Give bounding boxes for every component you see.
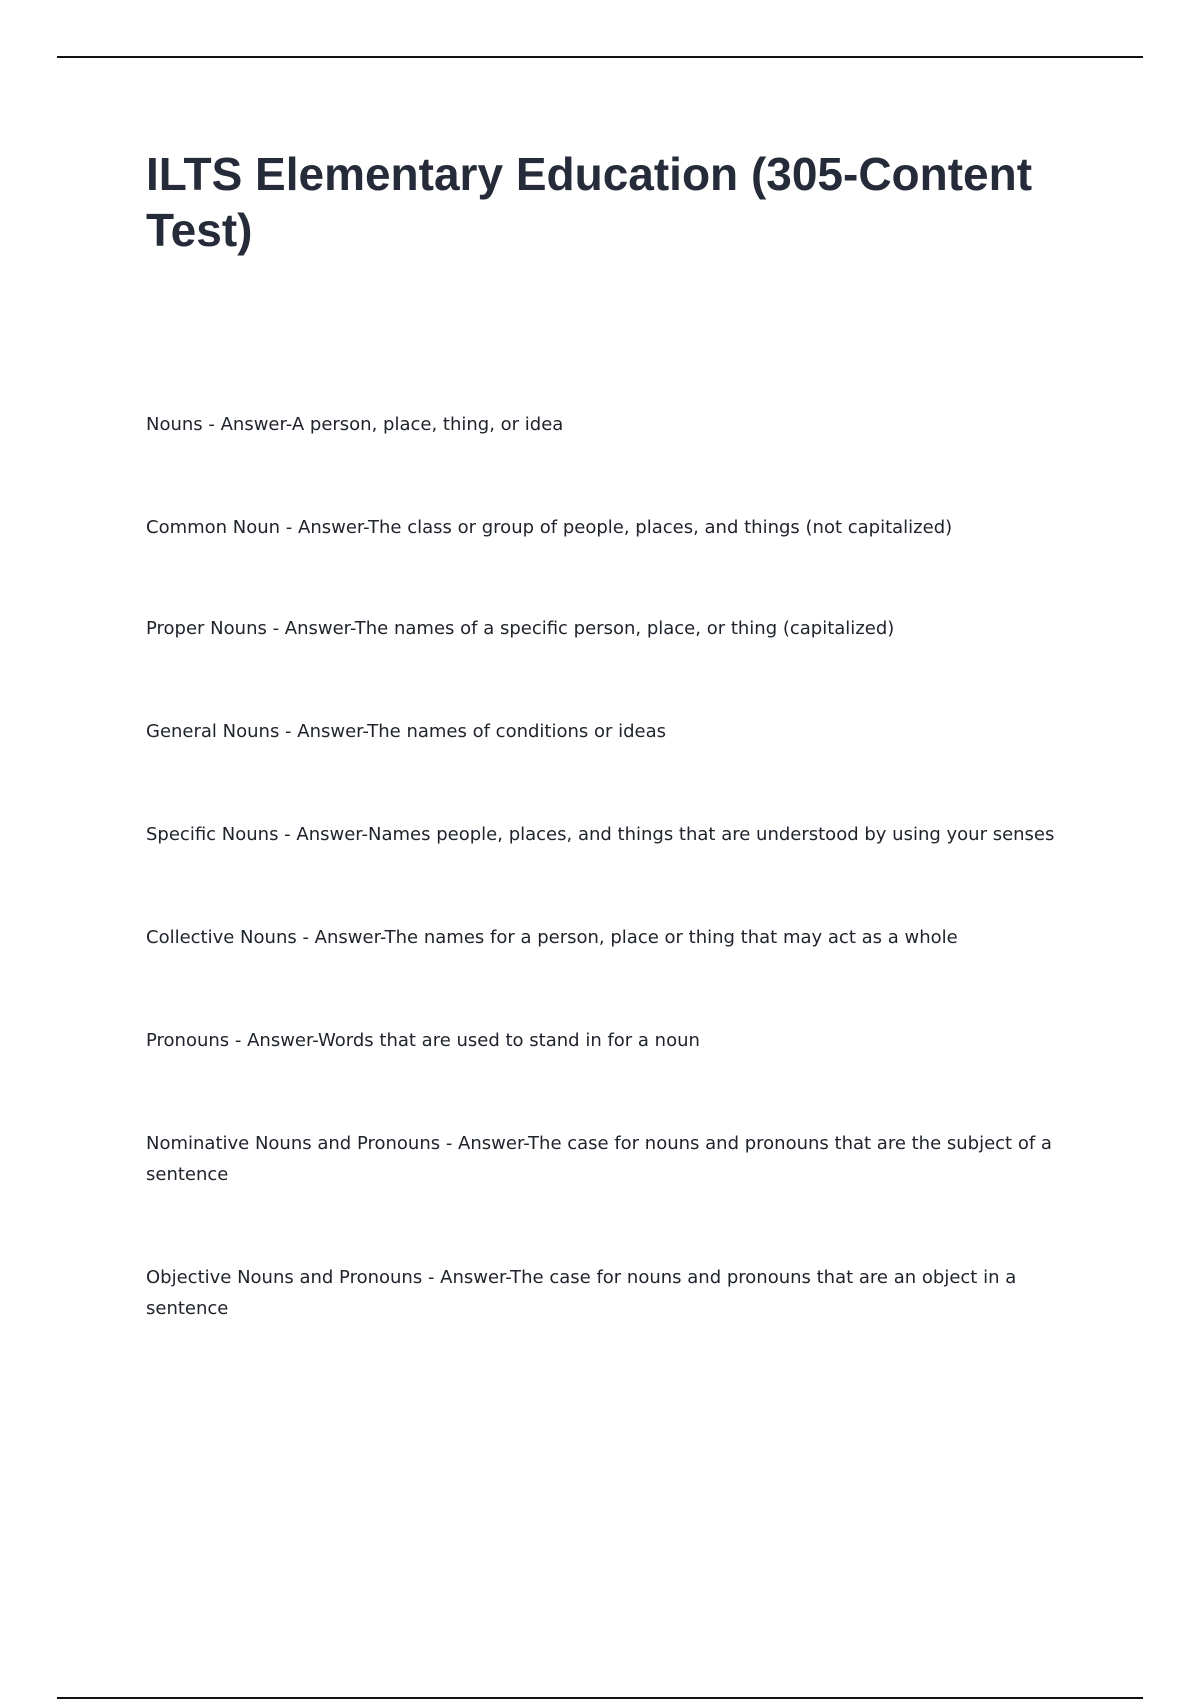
- qa-entry: Common Noun - Answer-The class or group of people, places, and things (not capitalized): [146, 517, 953, 538]
- document-title: ILTS Elementary Education (305-Content Test): [146, 148, 1033, 256]
- header-rule: [57, 56, 1143, 58]
- footer-rule: [57, 1697, 1143, 1699]
- qa-entry: Proper Nouns - Answer-The names of a specific person, place, or thing (capitalized): [146, 618, 895, 639]
- qa-entry: Specific Nouns - Answer-Names people, places, and things that are understood by using your senses: [146, 824, 1055, 845]
- qa-entry: Nominative Nouns and Pronouns - Answer-The case for nouns and pronouns that are the subject of a sentence: [146, 1133, 1052, 1185]
- qa-entry: General Nouns - Answer-The names of conditions or ideas: [146, 721, 667, 742]
- qa-entry: Pronouns - Answer-Words that are used to stand in for a noun: [146, 1030, 700, 1051]
- qa-entry: Collective Nouns - Answer-The names for a person, place or thing that may act as a whole: [146, 927, 958, 948]
- qa-entry: Nouns - Answer-A person, place, thing, or idea: [146, 414, 564, 435]
- qa-entry: Objective Nouns and Pronouns - Answer-The case for nouns and pronouns that are an object in a sentence: [146, 1267, 1017, 1319]
